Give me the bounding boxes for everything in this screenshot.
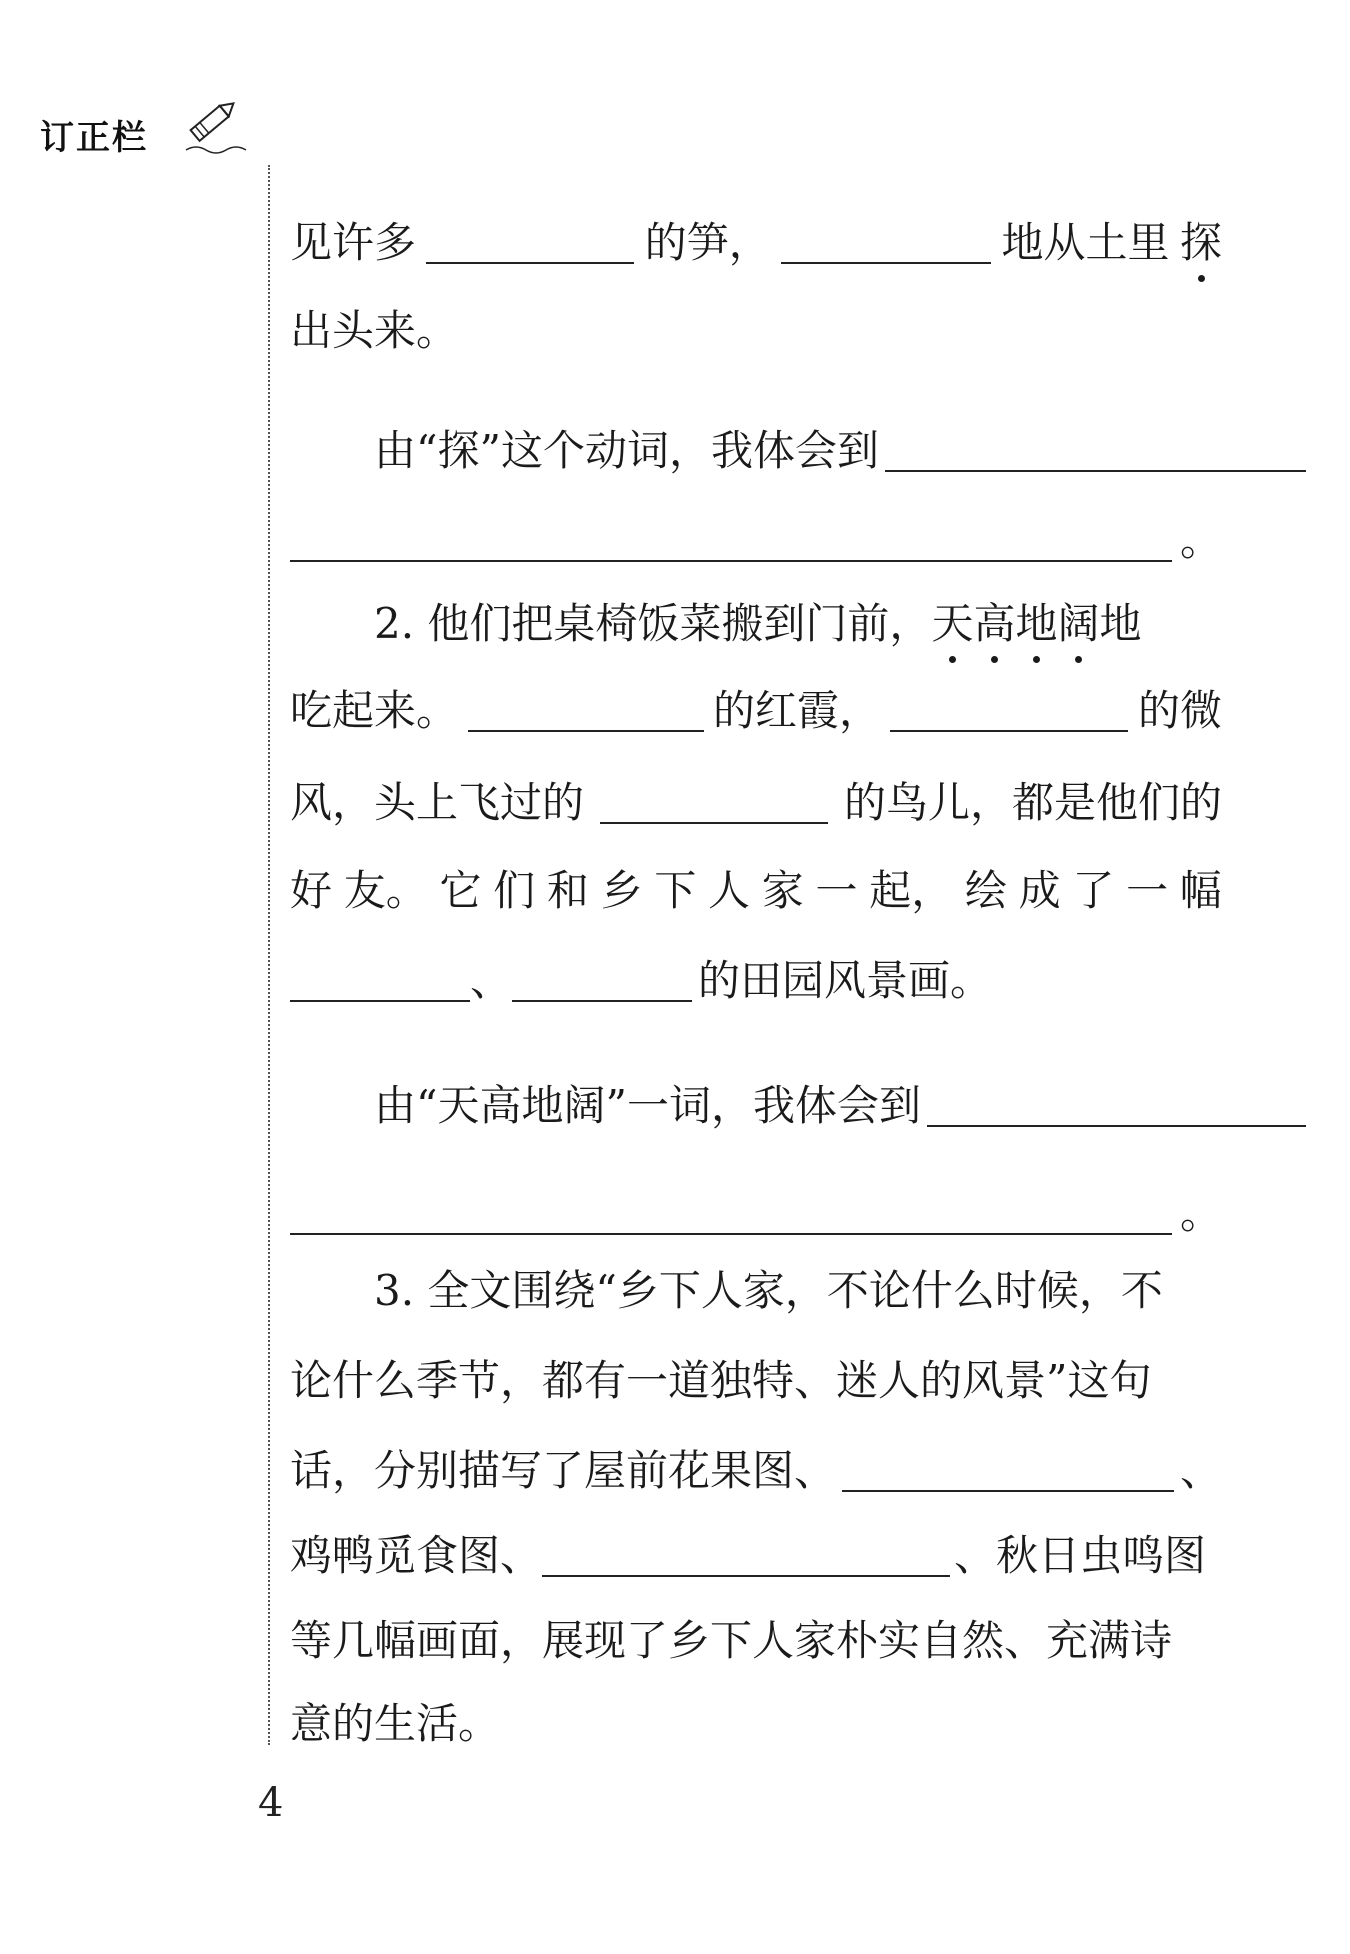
- q1-line-4: 。: [290, 520, 1222, 562]
- q3-line-6: 意的生活。: [290, 1699, 501, 1748]
- answer-blank[interactable]: [290, 530, 1172, 562]
- q3-line-2: 论什么季节，都有一道独特、迷人的风景”这句: [290, 1356, 1152, 1405]
- emphasized-char: 地: [1015, 599, 1058, 648]
- answer-blank[interactable]: [600, 792, 828, 824]
- q3-line-4: 鸡鸭觅食图、 、秋日虫鸣图: [290, 1531, 1207, 1580]
- answer-blank[interactable]: [426, 232, 634, 264]
- q1-line-3: 由“探”这个动词，我体会到: [290, 430, 1306, 472]
- answer-blank[interactable]: [781, 232, 991, 264]
- emphasized-char: 阔: [1057, 599, 1100, 648]
- emphasized-char: 高: [973, 599, 1016, 648]
- answer-blank[interactable]: [290, 1203, 1172, 1235]
- q2-line-7: 。: [290, 1193, 1222, 1235]
- q1-line-1: 见许多 的笋， 地从土里 探: [290, 218, 1222, 267]
- q2-line-6: 由“天高地阔”一词，我体会到: [290, 1085, 1306, 1127]
- q2-line-2: 吃起来。 的红霞， 的微: [290, 686, 1222, 735]
- q3-line-1: 3. 全文围绕“乡下人家，不论什么时候，不: [374, 1266, 1163, 1315]
- answer-blank[interactable]: [927, 1095, 1306, 1127]
- page-number: 4: [258, 1780, 284, 1826]
- pencil-icon: [178, 96, 258, 156]
- q3-line-3: 话，分别描写了屋前花果图、 、: [290, 1446, 1222, 1495]
- emphasized-char: 探: [1179, 218, 1222, 267]
- q1-line-2: 出头来。: [290, 306, 459, 355]
- q3-line-5: 等几幅画面，展现了乡下人家朴实自然、充满诗: [290, 1616, 1173, 1665]
- answer-blank[interactable]: [842, 1460, 1174, 1492]
- answer-blank[interactable]: [885, 440, 1306, 472]
- q2-line-5: 、 的田园风景画。: [290, 960, 1222, 1002]
- answer-blank[interactable]: [290, 970, 470, 1002]
- correction-column-title: 订正栏: [40, 118, 148, 158]
- q2-line-1: 2. 他们把桌椅饭菜搬到门前， 天 高 地 阔 地: [374, 599, 1142, 648]
- answer-blank[interactable]: [468, 700, 704, 732]
- margin-divider: [268, 165, 270, 1745]
- answer-blank[interactable]: [890, 700, 1128, 732]
- q2-line-3: 风，头上飞过的 的鸟儿，都是他们的: [290, 778, 1222, 827]
- emphasized-char: 天: [931, 599, 974, 648]
- answer-blank[interactable]: [542, 1545, 950, 1577]
- answer-blank[interactable]: [512, 970, 692, 1002]
- q2-line-4: 好 友。 它 们 和 乡 下 人 家 一 起， 绘 成 了 一 幅: [290, 866, 1222, 915]
